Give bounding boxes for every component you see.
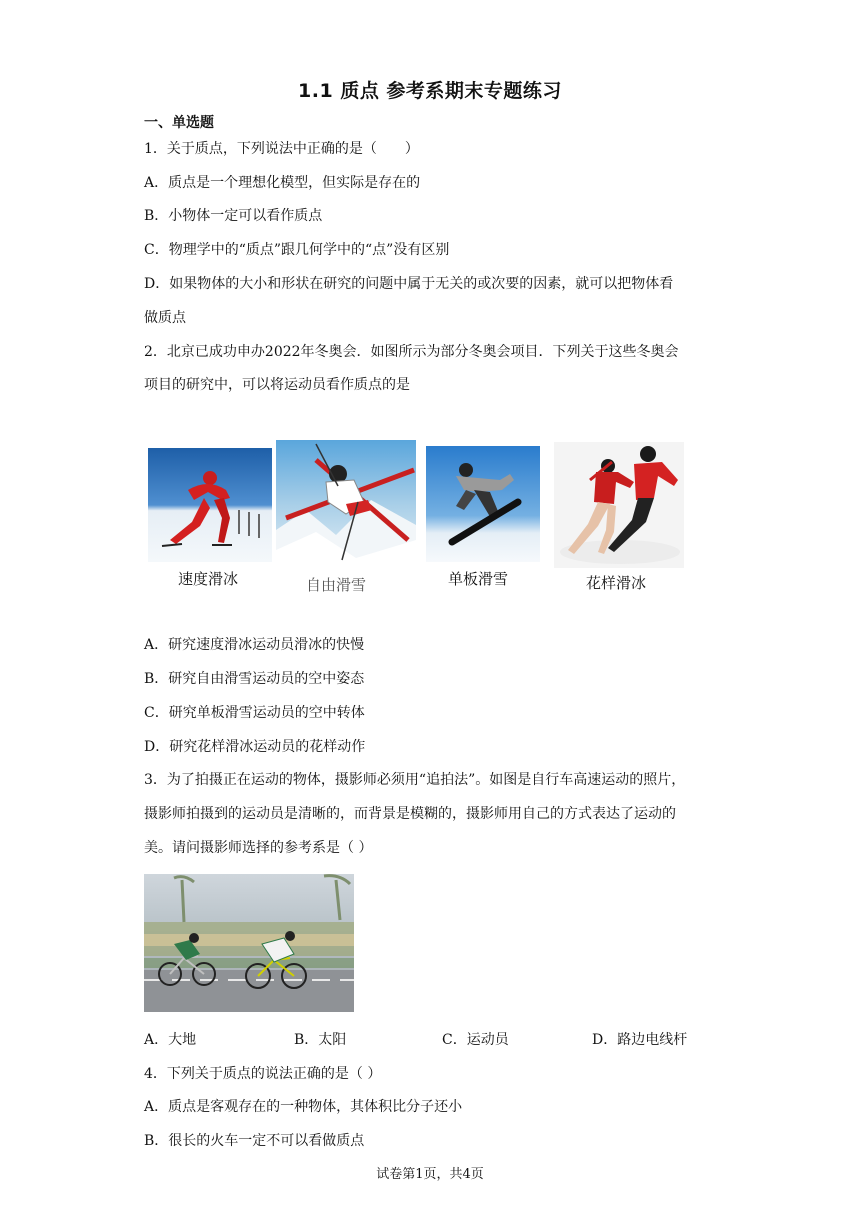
caption-freestyle-skiing: 自由滑雪 (306, 576, 367, 594)
q1-stem: 1．关于质点，下列说法中正确的是（ ） (144, 141, 419, 157)
caption-snowboarding: 单板滑雪 (448, 570, 509, 588)
page-title: 1.1 质点 参考系期末专题练习 (298, 80, 562, 102)
q1-option-d-continued: 做质点 (144, 310, 186, 326)
caption-speed-skating: 速度滑冰 (178, 570, 239, 588)
q3-option-d: D．路边电线杆 (592, 1032, 688, 1048)
figure-skating-photo (554, 442, 684, 568)
q3-option-a: A．大地 (144, 1032, 197, 1048)
q3-option-b: B．太阳 (294, 1032, 347, 1048)
page-footer: 试卷第1页，共4页 (376, 1167, 484, 1182)
q3-stem-end: 美。请问摄影师选择的参考系是（ ） (144, 840, 373, 856)
q2-option-a: A．研究速度滑冰运动员滑冰的快慢 (144, 637, 365, 653)
q2-stem: 2．北京已成功申办2022年冬奥会．如图所示为部分冬奥会项目．下列关于这些冬奥会 (144, 344, 679, 360)
cycling-photo (144, 874, 354, 1012)
q2-option-d: D．研究花样滑冰运动员的花样动作 (144, 739, 366, 755)
q1-option-c: C．物理学中的“质点”跟几何学中的“点”没有区别 (144, 242, 450, 258)
caption-figure-skating: 花样滑冰 (586, 574, 647, 592)
freestyle-skiing-photo (276, 440, 416, 570)
q1-option-b: B．小物体一定可以看作质点 (144, 208, 323, 224)
q2-stem-continued: 项目的研究中，可以将运动员看作质点的是 (144, 377, 410, 393)
speed-skating-photo (148, 448, 272, 562)
q3-option-c: C．运动员 (442, 1032, 509, 1048)
q4-stem: 4．下列关于质点的说法正确的是（ ） (144, 1066, 382, 1082)
q4-option-b: B．很长的火车一定不可以看做质点 (144, 1133, 365, 1149)
q3-stem-continued: 摄影师拍摄到的运动员是清晰的，而背景是模糊的，摄影师用自己的方式表达了运动的 (144, 806, 676, 822)
section-heading: 一、单选题 (144, 115, 214, 131)
q1-option-a: A．质点是一个理想化模型，但实际是存在的 (144, 175, 421, 191)
snowboarding-photo (426, 446, 540, 562)
q4-option-a: A．质点是客观存在的一种物体，其体积比分子还小 (144, 1099, 463, 1115)
q2-option-b: B．研究自由滑雪运动员的空中姿态 (144, 671, 365, 687)
q2-option-c: C．研究单板滑雪运动员的空中转体 (144, 705, 365, 721)
q3-stem: 3．为了拍摄正在运动的物体，摄影师必须用“追拍法”。如图是自行车高速运动的照片， (144, 772, 686, 788)
q1-option-d: D．如果物体的大小和形状在研究的问题中属于无关的或次要的因素，就可以把物体看 (144, 276, 674, 292)
